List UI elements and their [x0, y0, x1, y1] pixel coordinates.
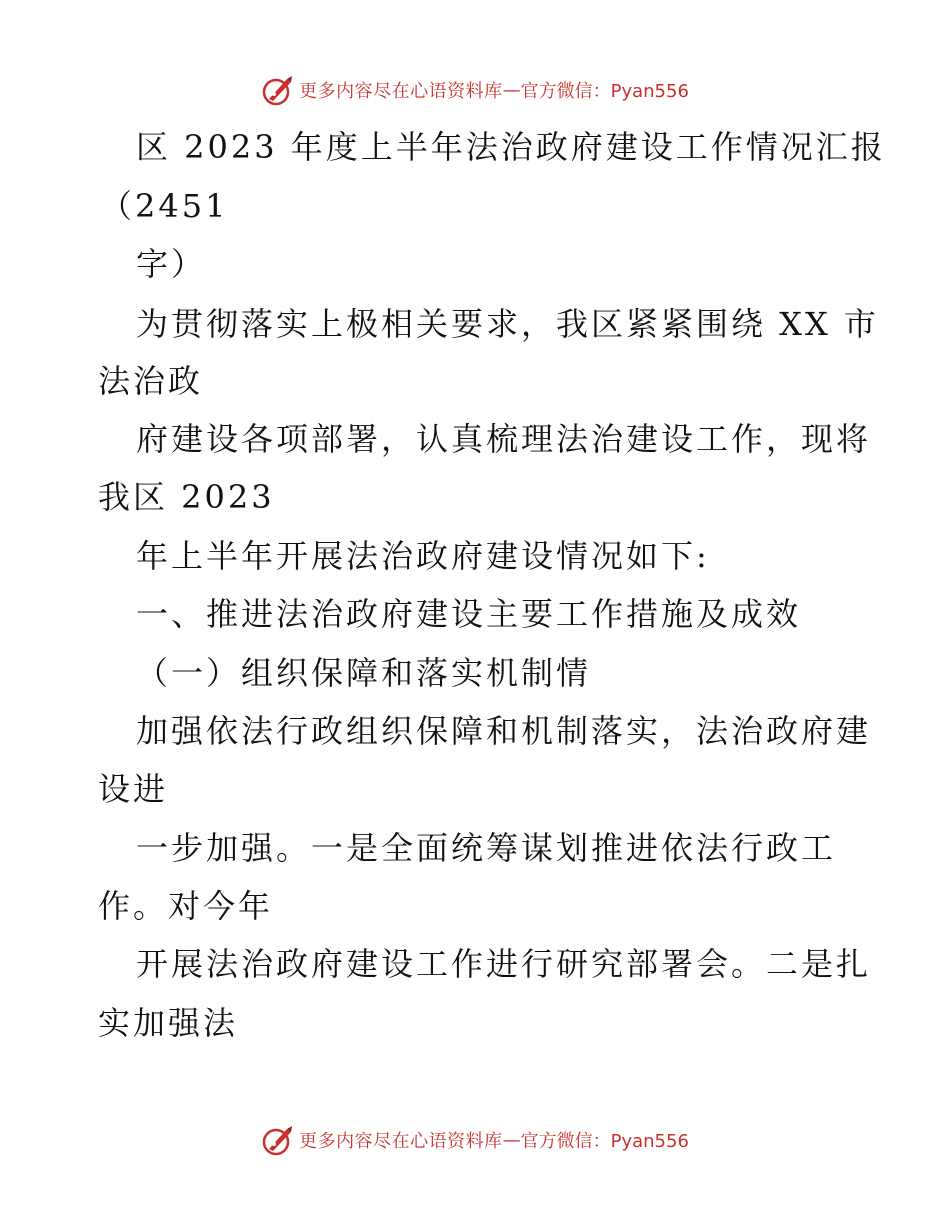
watermark-promo-text: 更多内容尽在心语资料库 — [299, 1131, 503, 1152]
section-heading: 一、推进法治政府建设主要工作措施及成效 — [136, 595, 802, 633]
watermark-separator: — — [502, 1129, 521, 1151]
paragraph-line: 实加强法 — [98, 1004, 239, 1042]
paragraph-line: 府建设各项部署，认真梳理法治建设工作，现将 — [136, 420, 872, 458]
paragraph-line: 设进 — [98, 770, 169, 808]
title-word-count-unit: 字） — [136, 245, 207, 283]
paragraph-line: 年上半年开展法治政府建设情况如下: — [136, 537, 710, 575]
paragraph-line: 作。对今年 — [98, 887, 274, 925]
quill-pen-icon — [261, 1123, 295, 1157]
watermark-account-text: 官方微信：Pyan556 — [520, 1131, 689, 1152]
paragraph-line: 开展法治政府建设工作进行研究部署会。二是扎 — [136, 945, 872, 983]
paragraph-line: 为贯彻落实上极相关要求，我区紧紧围绕 XX 市 — [136, 305, 879, 343]
paragraph-line: 一步加强。一是全面统筹谋划推进依法行政工 — [136, 829, 837, 867]
watermark-promo-text: 更多内容尽在心语资料库 — [299, 81, 503, 102]
title-word-count: （2451 — [100, 187, 229, 225]
subsection-heading: （一）组织保障和落实机制情 — [136, 654, 592, 692]
watermark-separator: — — [502, 79, 521, 101]
paragraph-line: 加强依法行政组织保障和机制落实，法治政府建 — [136, 712, 872, 750]
watermark-account-text: 官方微信：Pyan556 — [520, 81, 689, 102]
footer-watermark — [0, 1120, 950, 1160]
document-title: 区 2023 年度上半年法治政府建设工作情况汇报 — [136, 128, 886, 166]
paragraph-line: 我区 2023 — [98, 478, 275, 516]
paragraph-line: 法治政 — [98, 362, 204, 400]
